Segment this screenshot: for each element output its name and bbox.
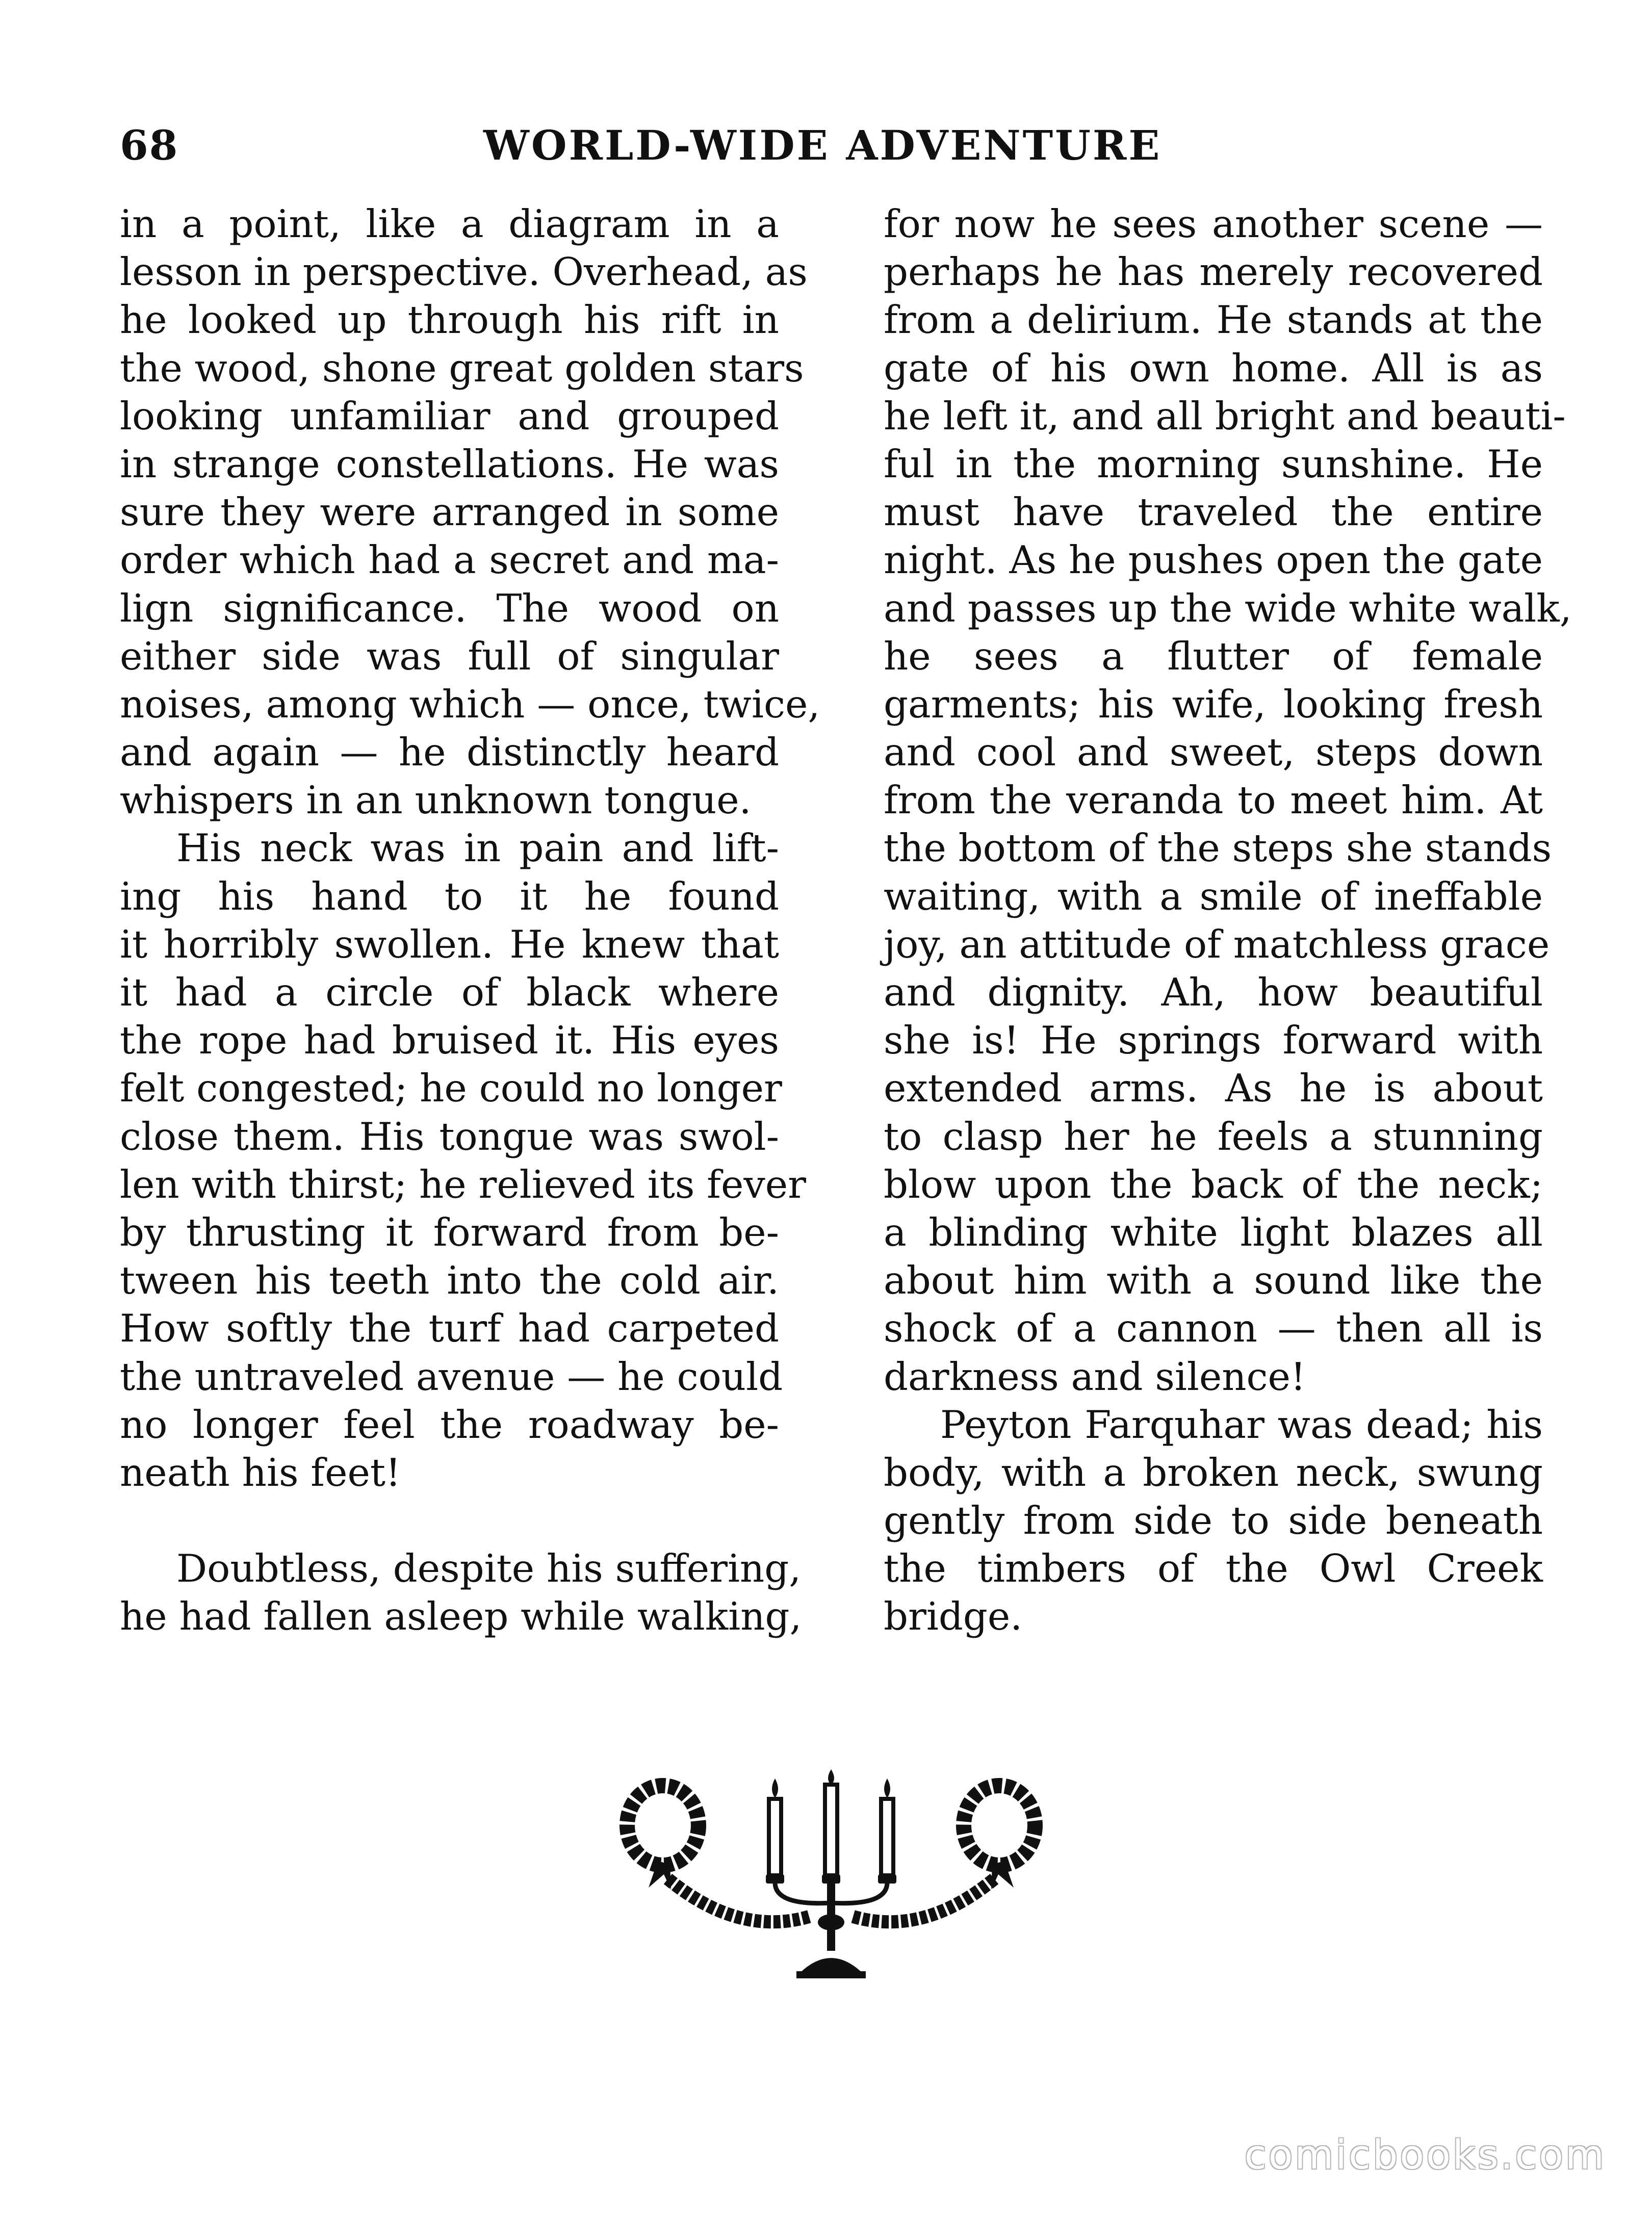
text-line: he looked up through his rift in bbox=[120, 297, 779, 343]
text-line: and passes up the wide white walk, bbox=[884, 585, 1572, 631]
text-line: order which had a secret and ma- bbox=[120, 537, 779, 583]
text-line: len with thirst; he relieved its fever bbox=[120, 1162, 806, 1207]
text-line: night. As he pushes open the gate bbox=[884, 537, 1543, 583]
text-line: lesson in perspective. Overhead, as bbox=[120, 249, 808, 295]
text-line: the timbers of the Owl Creek bbox=[884, 1546, 1543, 1591]
text-line: he had fallen asleep while walking, bbox=[120, 1594, 802, 1639]
text-line: the rope had bruised it. His eyes bbox=[120, 1018, 779, 1063]
text-line: body, with a broken neck, swung bbox=[884, 1450, 1543, 1495]
text-line: the untraveled avenue — he could bbox=[120, 1354, 783, 1399]
text-line: How softly the turf had carpeted bbox=[120, 1306, 779, 1351]
text-line: to clasp her he feels a stunning bbox=[884, 1114, 1543, 1159]
text-line: and cool and sweet, steps down bbox=[884, 730, 1543, 775]
text-line: in a point, like a diagram in a bbox=[120, 201, 779, 246]
text-line: and again — he distinctly heard bbox=[120, 730, 779, 775]
text-line: she is! He springs forward with bbox=[884, 1018, 1543, 1063]
text-line: from the veranda to meet him. At bbox=[884, 778, 1543, 823]
paragraph-first-line: Peyton Farquhar was dead; his bbox=[940, 1402, 1543, 1447]
text-line: it horribly swollen. He knew that bbox=[120, 921, 779, 967]
paragraph-gap bbox=[120, 1497, 779, 1544]
text-line: gently from side to side beneath bbox=[884, 1498, 1543, 1543]
text-line: close them. His tongue was swol- bbox=[120, 1114, 779, 1159]
text-line: and dignity. Ah, how beautiful bbox=[884, 970, 1543, 1015]
text-line: bridge. bbox=[884, 1594, 1023, 1639]
text-line: garments; his wife, looking fresh bbox=[884, 681, 1543, 727]
text-line: he sees a flutter of female bbox=[884, 633, 1543, 679]
text-line: perhaps he has merely recovered bbox=[884, 249, 1543, 295]
text-line: joy, an attitude of matchless grace bbox=[884, 921, 1550, 967]
text-line: by thrusting it forward from be- bbox=[120, 1209, 779, 1255]
text-line: lign significance. The wood on bbox=[120, 585, 779, 631]
text-line: ing his hand to it he found bbox=[120, 873, 779, 919]
text-line: for now he sees another scene — bbox=[884, 201, 1543, 246]
page-number: 68 bbox=[120, 121, 179, 169]
text-line: extended arms. As he is about bbox=[884, 1066, 1543, 1111]
paragraph-first-line: Doubtless, despite his suffering, bbox=[176, 1546, 802, 1591]
text-line: shock of a cannon — then all is bbox=[884, 1306, 1543, 1351]
text-line: tween his teeth into the cold air. bbox=[120, 1258, 779, 1303]
text-line: from a delirium. He stands at the bbox=[884, 297, 1543, 343]
text-line: looking unfamiliar and grouped bbox=[120, 393, 779, 439]
candelabra-wreath-ornament-icon bbox=[607, 1769, 1055, 1989]
left-column bbox=[120, 200, 820, 1641]
text-line: whispers in an unknown tongue. bbox=[120, 778, 752, 823]
text-line: the wood, shone great golden stars bbox=[120, 345, 804, 391]
text-line: blow upon the back of the neck; bbox=[884, 1162, 1543, 1207]
text-line: he left it, and all bright and beauti- bbox=[884, 393, 1566, 439]
text-line: gate of his own home. All is as bbox=[884, 345, 1543, 391]
text-line: in strange constellations. He was bbox=[120, 441, 779, 486]
text-line: a blinding white light blazes all bbox=[884, 1209, 1543, 1255]
text-line: noises, among which — once, twice, bbox=[120, 681, 820, 727]
text-line: about him with a sound like the bbox=[884, 1258, 1543, 1303]
text-line: felt congested; he could no longer bbox=[120, 1066, 782, 1111]
text-line: neath his feet! bbox=[120, 1450, 401, 1495]
text-line: ful in the morning sunshine. He bbox=[884, 441, 1543, 486]
text-line: must have traveled the entire bbox=[884, 489, 1543, 535]
text-line: the bottom of the steps she stands bbox=[884, 826, 1552, 871]
text-line: darkness and silence! bbox=[884, 1354, 1306, 1399]
running-head: WORLD-WIDE ADVENTURE bbox=[483, 121, 1162, 169]
text-line: no longer feel the roadway be- bbox=[120, 1402, 779, 1447]
text-line: waiting, with a smile of ineffable bbox=[884, 873, 1543, 919]
paragraph-first-line: His neck was in pain and lift- bbox=[176, 826, 779, 871]
text-line: it had a circle of black where bbox=[120, 970, 779, 1015]
watermark: comicbooks.com bbox=[1244, 2132, 1606, 2178]
right-column bbox=[884, 200, 1572, 1641]
text-line: sure they were arranged in some bbox=[120, 489, 779, 535]
text-line: either side was full of singular bbox=[120, 633, 779, 679]
